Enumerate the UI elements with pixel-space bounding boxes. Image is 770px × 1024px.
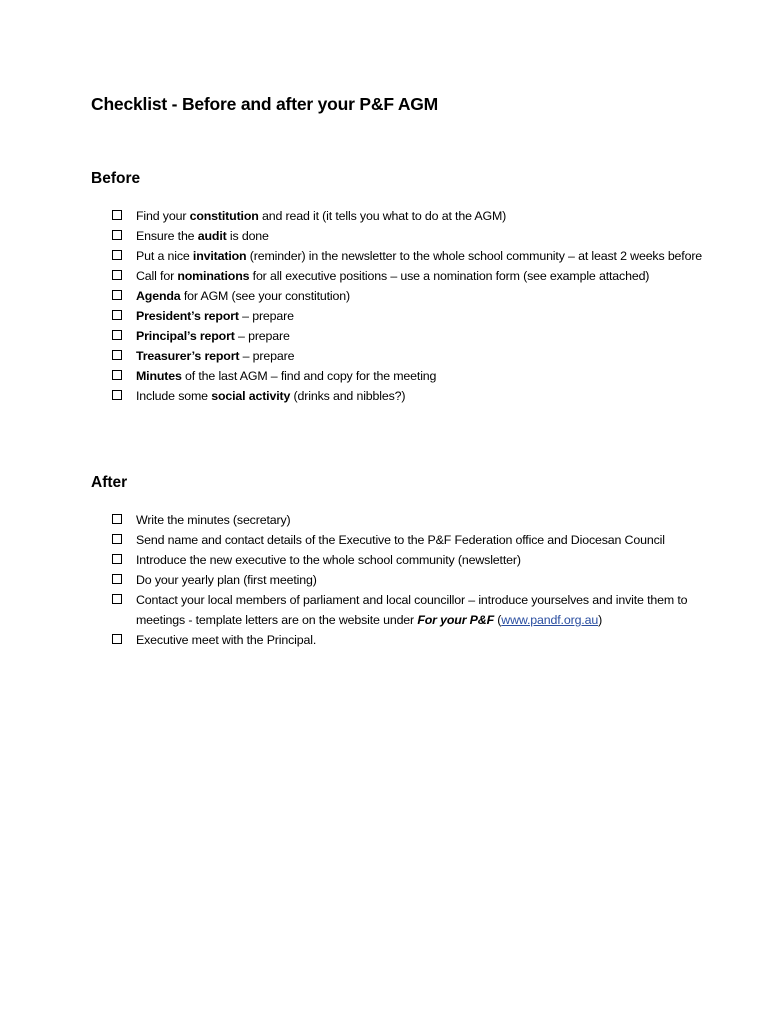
checklist-item-executive-meet: Executive meet with the Principal. — [112, 630, 712, 650]
checklist-item-constitution: Find your constitution and read it (it tells you what to do at the AGM) — [112, 206, 712, 226]
empty-checkbox-icon — [112, 390, 122, 400]
page-title: Checklist - Before and after your P&F AGM — [91, 94, 439, 114]
empty-checkbox-icon — [112, 310, 122, 320]
empty-checkbox-icon — [112, 554, 122, 564]
website-link[interactable]: www.pandf.org.au — [501, 613, 599, 627]
section-heading-before: Before — [91, 170, 141, 187]
empty-checkbox-icon — [112, 210, 122, 220]
empty-checkbox-icon — [112, 594, 122, 604]
checklist-before — [112, 206, 712, 406]
empty-checkbox-icon — [112, 534, 122, 544]
checklist-item-write-minutes: Write the minutes (secretary) — [112, 510, 712, 530]
empty-checkbox-icon — [112, 230, 122, 240]
checklist-after — [112, 510, 712, 650]
checklist-item-invitation: Put a nice invitation (reminder) in the newsletter to the whole school community – at least 2 weeks before — [112, 246, 712, 266]
empty-checkbox-icon — [112, 350, 122, 360]
empty-checkbox-icon — [112, 290, 122, 300]
checklist-item-agenda: Agenda for AGM (see your constitution) — [112, 286, 712, 306]
empty-checkbox-icon — [112, 330, 122, 340]
checklist-item-nominations: Call for nominations for all executive positions – use a nomination form (see example attached) — [112, 266, 712, 286]
section-heading-after: After — [91, 474, 128, 491]
checklist-item-treasurers-report: Treasurer’s report – prepare — [112, 346, 712, 366]
checklist-item-introduce-executive: Introduce the new executive to the whole school community (newsletter) — [112, 550, 712, 570]
empty-checkbox-icon — [112, 270, 122, 280]
checklist-item-presidents-report: President’s report – prepare — [112, 306, 712, 326]
empty-checkbox-icon — [112, 574, 122, 584]
checklist-item-yearly-plan: Do your yearly plan (first meeting) — [112, 570, 712, 590]
checklist-item-principals-report: Principal’s report – prepare — [112, 326, 712, 346]
empty-checkbox-icon — [112, 514, 122, 524]
checklist-item-social-activity: Include some social activity (drinks and nibbles?) — [112, 386, 712, 406]
checklist-item-minutes: Minutes of the last AGM – find and copy for the meeting — [112, 366, 712, 386]
empty-checkbox-icon — [112, 634, 122, 644]
checklist-item-audit: Ensure the audit is done — [112, 226, 712, 246]
checklist-item-send-details: Send name and contact details of the Executive to the P&F Federation office and Diocesan Council — [112, 530, 712, 550]
empty-checkbox-icon — [112, 250, 122, 260]
checklist-item-contact-members: Contact your local members of parliament and local councillor – introduce yourselves and invite them to meetings - template letters are on the website under For your P&F (www.pandf.org.au) — [112, 590, 712, 630]
empty-checkbox-icon — [112, 370, 122, 380]
